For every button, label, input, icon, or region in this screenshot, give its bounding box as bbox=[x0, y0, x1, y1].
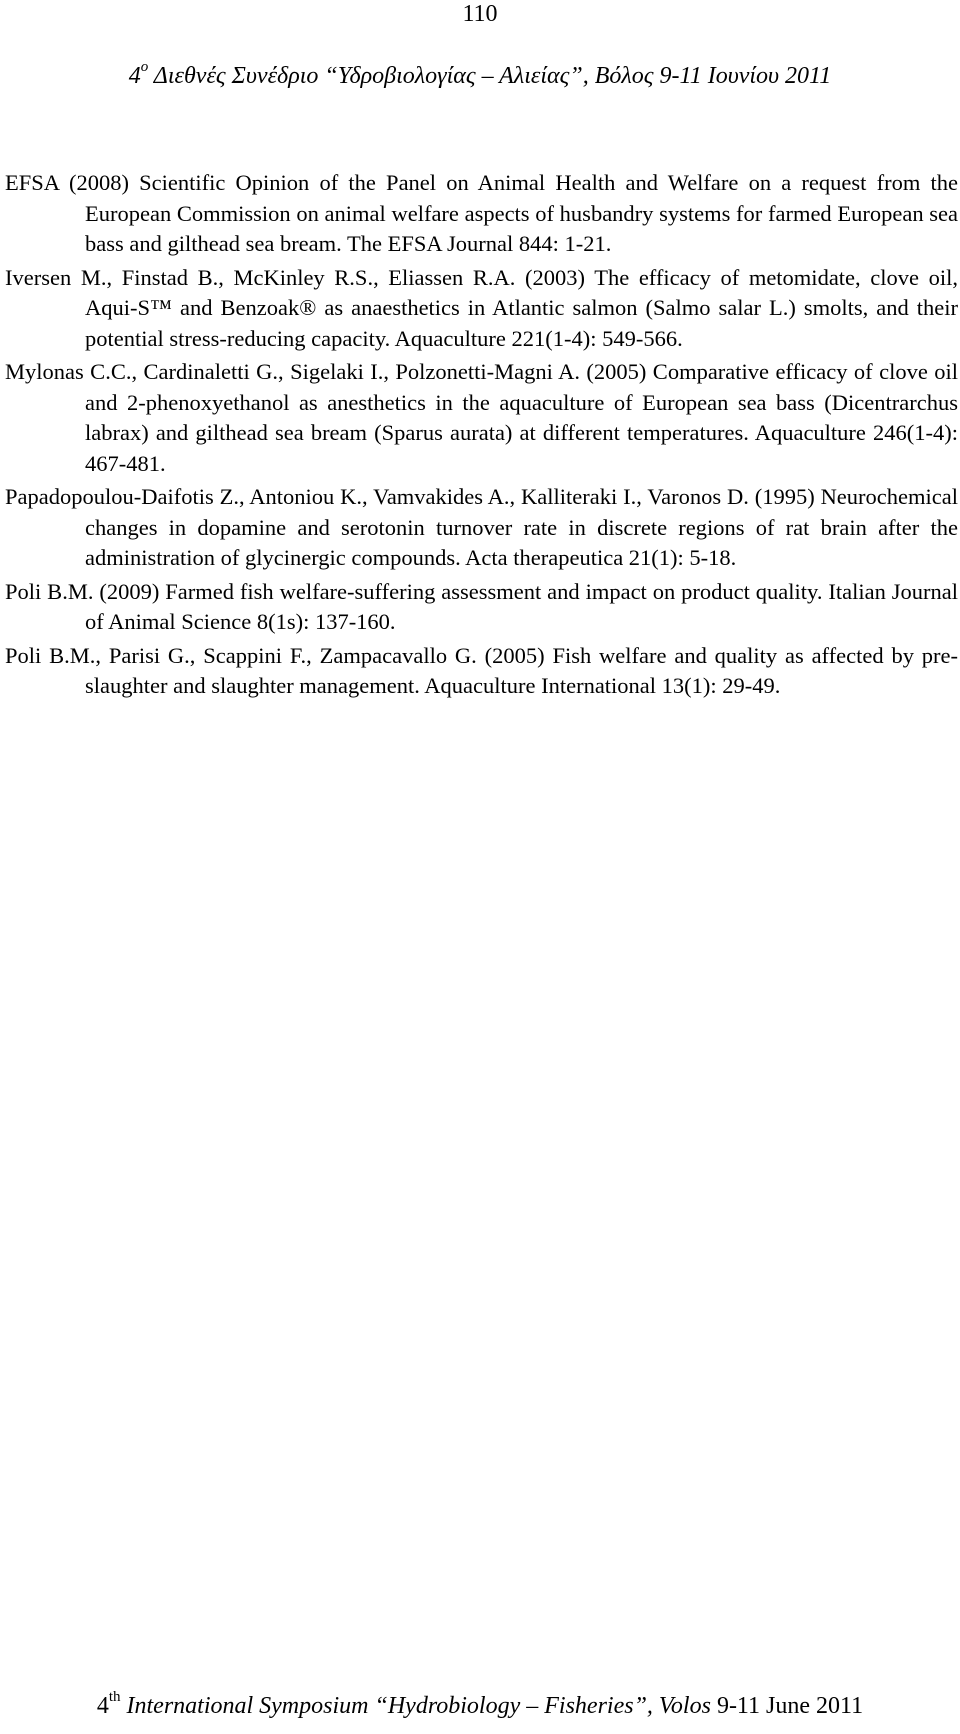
page-number: 110 bbox=[462, 1, 498, 27]
footer-tail: June 2011 bbox=[760, 1693, 864, 1719]
conference-header bbox=[0, 60, 960, 92]
reference-item: Iversen M., Finstad B., McKinley R.S., Eliassen R.A. (2003) The efficacy of metomidate, clove oil, Aqui-S™ and Benzoak® as anaesthetics in Atlantic salmon (Salmo salar L.) smolts, and their potential stress-reducing capacity. Aquaculture 221(1-4): 549-566. bbox=[5, 264, 958, 351]
footer-ordinal: 4 bbox=[96, 1693, 109, 1719]
reference-item: Poli B.M. (2009) Farmed fish welfare-suffering assessment and impact on product quality. Italian Journal of Animal Science 8(1s): 137-160. bbox=[5, 578, 958, 634]
reference-item: EFSA (2008) Scientific Opinion of the Panel on Animal Health and Welfare on a request from the European Commission on animal welfare aspects of husbandry systems for farmed European sea bass and gilthead sea bream. The EFSA Journal 844: 1-21. bbox=[5, 170, 958, 256]
footer-text: International Symposium “Hydrobiology – Fisheries”, Volos bbox=[120, 1693, 717, 1719]
conference-footer bbox=[0, 1690, 960, 1722]
reference-item: Papadopoulou-Daifotis Z., Antoniou K., Vamvakides A., Kalliteraki I., Varonos D. (1995) Neurochemical changes in dopamine and serotonin turnover rate in discrete regions of rat brain after the administration of glycinergic compounds. Acta therapeutica 21(1): 5-18. bbox=[5, 484, 958, 570]
footer-ordinal-sup: th bbox=[108, 1689, 121, 1705]
footer-dates: 9-11 bbox=[716, 1693, 761, 1719]
header-ordinal-sup: ο bbox=[140, 59, 149, 75]
reference-item: Mylonas C.C., Cardinaletti G., Sigelaki I., Polzonetti-Magni A. (2005) Comparative efficacy of clove oil and 2-phenoxyethanol as anesthetics in the aquaculture of European sea bass (Dicentrarchus labrax) and gilthead sea bream (Sparus aurata) at different temperatures. Aquaculture 246(1-4): 467-481. bbox=[5, 359, 958, 476]
reference-item: Poli B.M., Parisi G., Scappini F., Zampacavallo G. (2005) Fish welfare and quality as affected by pre-slaughter and slaughter management. Aquaculture International 13(1): 29-49. bbox=[5, 642, 958, 698]
header-ordinal: 4 bbox=[128, 63, 141, 89]
reference-list bbox=[5, 168, 958, 705]
header-text: Διεθνές Συνέδριο “Υδροβιολογίας – Αλιείας”, Βόλος 9-11 Ιουνίου 2011 bbox=[148, 63, 832, 89]
